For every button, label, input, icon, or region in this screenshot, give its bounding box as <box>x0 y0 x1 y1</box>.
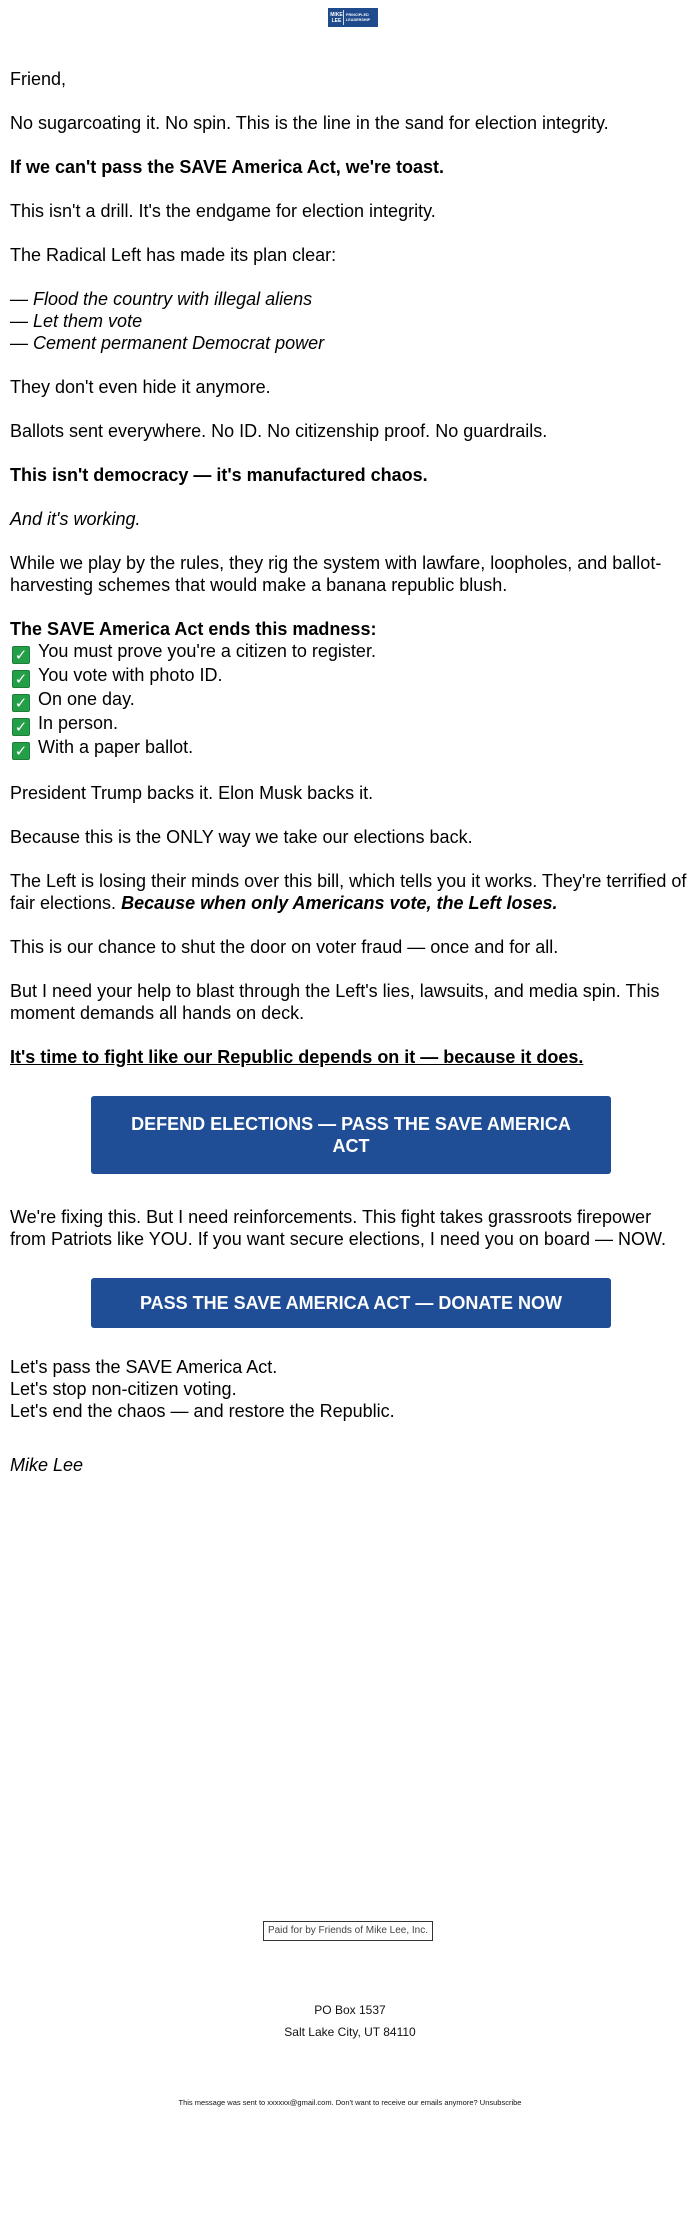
paragraph-chaos: This isn't democracy — it's manufactured chaos. <box>10 465 428 485</box>
closing-line: Let's stop non-citizen voting. <box>10 1379 237 1399</box>
plan-item <box>10 310 692 332</box>
paragraph-fight: It's time to fight like our Republic depends on it — because it does. <box>10 1047 584 1067</box>
closing-line: Let's pass the SAVE America Act. <box>10 1357 278 1377</box>
act-list <box>10 618 692 760</box>
paragraph-reinforcements: We're fixing this. But I need reinforcements. This fight takes grassroots firepower from Patriots like YOU. If you want secure elections, I need you on board — NOW. <box>10 1207 666 1249</box>
act-item <box>10 736 692 760</box>
check-icon: ✓ <box>12 718 30 736</box>
dash: — <box>10 311 28 331</box>
paragraph-backers: President Trump backs it. Elon Musk backs it. <box>10 783 374 803</box>
address-line-2: Salt Lake City, UT 84110 <box>284 2025 416 2039</box>
act-item-text: In person. <box>38 713 119 733</box>
act-item <box>10 712 692 736</box>
paragraph-left-losing-emphasis: Because when only Americans vote, the Left loses. <box>121 893 558 913</box>
paragraph-ballots: Ballots sent everywhere. No ID. No citizenship proof. No guardrails. <box>10 421 548 441</box>
paragraph-only-way: Because this is the ONLY way we take our elections back. <box>10 827 473 847</box>
plan-item-text: Let them vote <box>33 311 143 331</box>
paragraph-hide: They don't even hide it anymore. <box>10 377 271 397</box>
plan-item-text: Flood the country with illegal aliens <box>33 289 313 309</box>
footer-notice <box>0 2098 700 2108</box>
greeting: Friend, <box>10 69 67 89</box>
brand-logo <box>328 8 378 27</box>
act-heading: The SAVE America Act ends this madness: <box>10 619 377 639</box>
check-icon: ✓ <box>12 694 30 712</box>
paragraph-rules: While we play by the rules, they rig the system with lawfare, loopholes, and ballot-harvesting schemes that would make a banana republic blush. <box>10 553 662 595</box>
dash: — <box>10 333 28 353</box>
logo-text-line1: PRINCIPLED <box>346 12 369 17</box>
paragraph-working: And it's working. <box>10 509 141 529</box>
check-icon: ✓ <box>12 646 30 664</box>
logo-text-line2: LEADERSHIP <box>346 17 371 22</box>
logo-text <box>346 13 370 23</box>
cta-container-1 <box>10 1096 692 1174</box>
paragraph-toast: If we can't pass the SAVE America Act, we're toast. <box>10 157 445 177</box>
act-item-text: You vote with photo ID. <box>38 665 223 685</box>
paragraph-help: But I need your help to blast through the Left's lies, lawsuits, and media spin. This moment demands all hands on deck. <box>10 981 660 1023</box>
address-line-1: PO Box 1537 <box>314 2003 386 2017</box>
dash: — <box>10 289 28 309</box>
act-item-text: On one day. <box>38 689 135 709</box>
paragraph-drill: This isn't a drill. It's the endgame for election integrity. <box>10 201 436 221</box>
footer-notice-text: This message was sent to xxxxxx@gmail.com. Don't want to receive our emails anymore? <box>178 2098 478 2107</box>
check-icon: ✓ <box>12 670 30 688</box>
signature: Mike Lee <box>10 1455 84 1475</box>
paragraph-left-losing <box>10 870 692 914</box>
paragraph-chance: This is our chance to shut the door on voter fraud — once and for all. <box>10 937 559 957</box>
plan-item <box>10 332 692 354</box>
act-item <box>10 688 692 712</box>
plan-list <box>10 288 692 354</box>
act-item-text: With a paper ballot. <box>38 737 194 757</box>
paragraph-left-losing-text: The Left is losing their minds over this bill, which tells you it works. They're terrified of fair elections. <box>10 871 687 913</box>
logo-mark-top: MIKE <box>330 11 343 18</box>
closing-lines <box>10 1356 692 1422</box>
check-icon: ✓ <box>12 742 30 760</box>
act-item-text: You must prove you're a citizen to register. <box>38 641 376 661</box>
paragraph-intro: No sugarcoating it. No spin. This is the line in the sand for election integrity. <box>10 113 609 133</box>
logo-mark <box>330 10 344 25</box>
act-item <box>10 664 692 688</box>
defend-elections-button[interactable]: DEFEND ELECTIONS — PASS THE SAVE AMERICA ACT <box>91 1096 611 1174</box>
donate-now-button[interactable]: PASS THE SAVE AMERICA ACT — DONATE NOW <box>91 1278 611 1328</box>
paid-for-disclaimer: Paid for by Friends of Mike Lee, Inc. <box>263 1921 433 1941</box>
paragraph-plan-intro: The Radical Left has made its plan clear: <box>10 245 337 265</box>
closing-line: Let's end the chaos — and restore the Republic. <box>10 1401 395 1421</box>
cta-container-2 <box>10 1278 692 1328</box>
plan-item-text: Cement permanent Democrat power <box>33 333 325 353</box>
unsubscribe-link[interactable]: Unsubscribe <box>479 2098 522 2107</box>
email-body <box>10 68 692 1498</box>
logo-mark-bottom: LEE <box>331 17 342 24</box>
plan-item <box>10 288 692 310</box>
act-item <box>10 640 692 664</box>
